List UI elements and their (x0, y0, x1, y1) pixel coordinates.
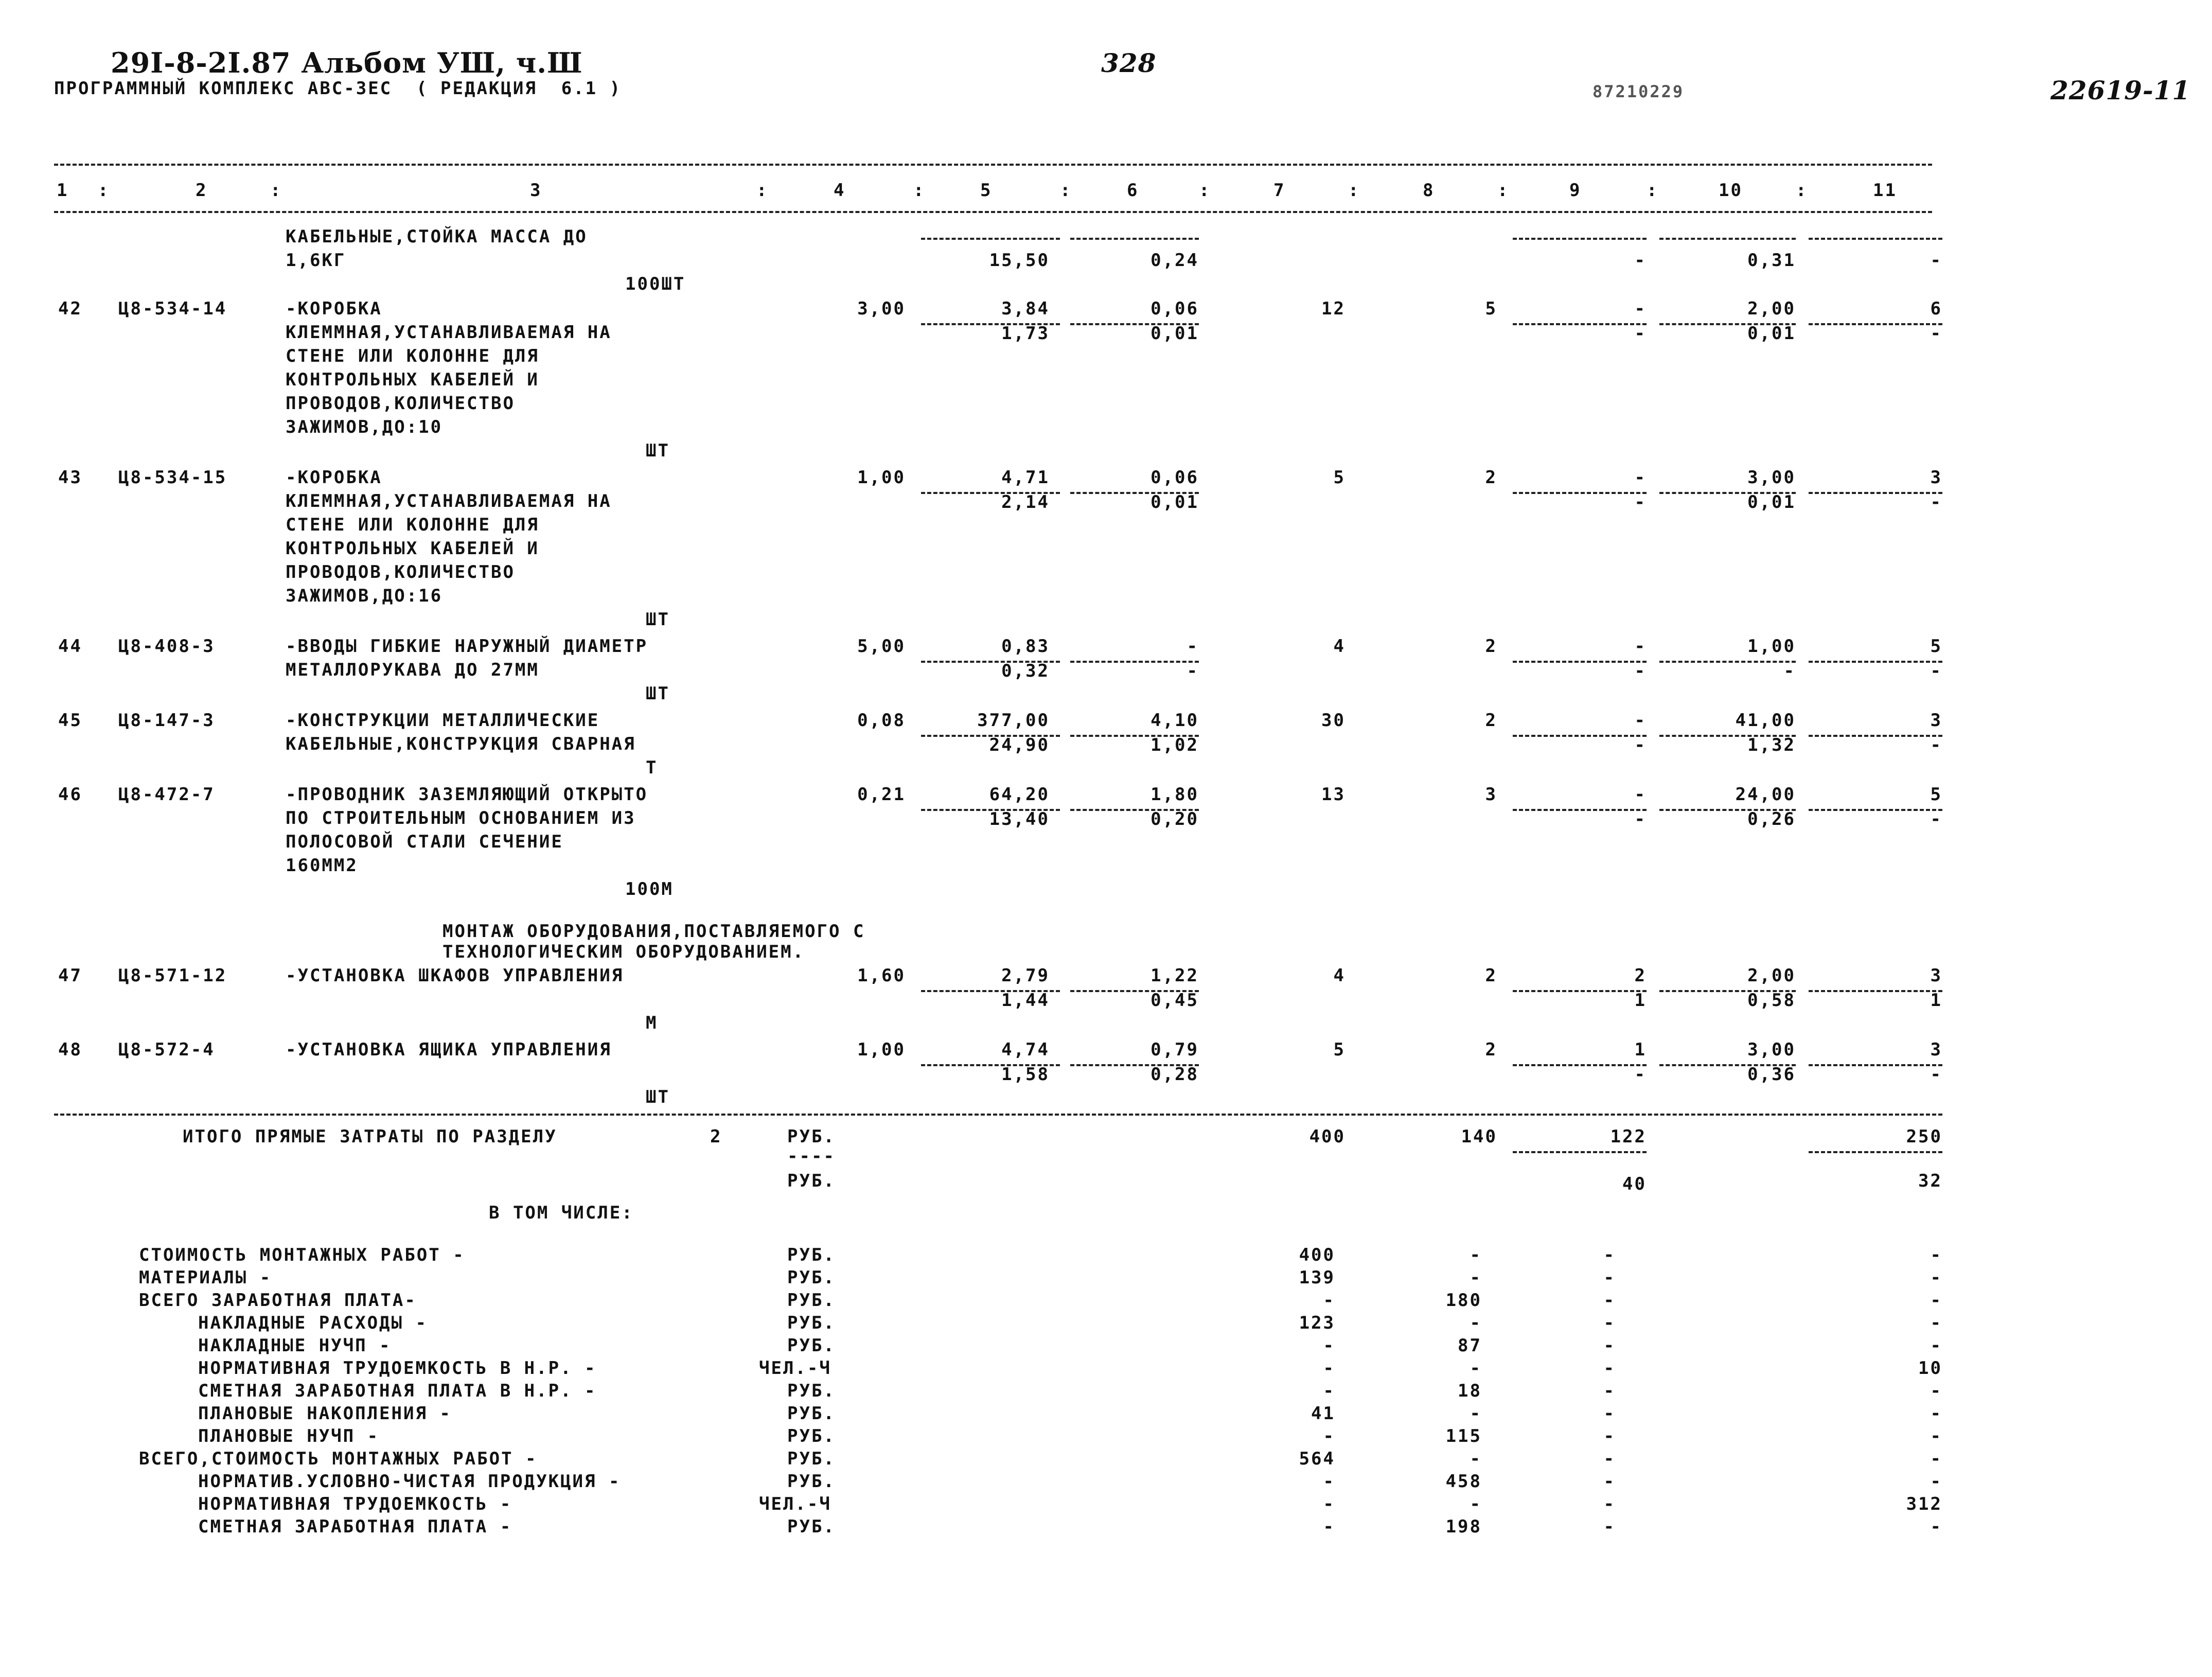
summary-label: НОРМАТИВНАЯ ТРУДОЕМКОСТЬ - (198, 1494, 512, 1514)
item-c6b: 0,45 (1151, 990, 1199, 1011)
summary-c8: - (1470, 1267, 1482, 1288)
item-number: 47 (58, 965, 82, 986)
totals-dash-c11 (1809, 1151, 1942, 1153)
item-desc-line: -КОРОБКА (286, 467, 382, 488)
item-c6: 0,06 (1151, 298, 1199, 319)
item-c4: 0,08 (857, 710, 906, 731)
item-c6b: 0,01 (1151, 323, 1199, 344)
item-desc-line: ПРОВОДОВ,КОЛИЧЕСТВО (286, 393, 515, 414)
item-c10b: 0,01 (1747, 492, 1796, 513)
item-c9b: 1 (1634, 990, 1647, 1011)
carryover-desc-line: 1,6КГ (286, 250, 346, 271)
column-header-1: 1 (57, 180, 69, 201)
summary-c7: - (1323, 1358, 1335, 1379)
summary-c9: - (1603, 1290, 1616, 1311)
item-code: Ц8-147-3 (118, 710, 215, 731)
item-c10: 41,00 (1735, 710, 1796, 731)
summary-c9: - (1603, 1516, 1616, 1537)
item-c9: 1 (1634, 1039, 1647, 1060)
item-c8: 2 (1485, 1039, 1497, 1060)
item-c5: 3,84 (1001, 298, 1050, 319)
summary-c11: - (1930, 1381, 1942, 1401)
totals-dash-unit: ---- (787, 1146, 836, 1167)
item-c5b: 13,40 (989, 809, 1050, 829)
item-c8: 2 (1485, 965, 1497, 986)
item-desc-line: ПО СТРОИТЕЛЬНЫМ ОСНОВАНИЕМ ИЗ (286, 808, 636, 828)
summary-c8: 458 (1445, 1471, 1482, 1492)
totals-section: 2 (710, 1126, 722, 1147)
summary-c7: 564 (1299, 1449, 1335, 1469)
stamp-number: 22619-11 (2050, 75, 2191, 105)
item-unit: ШТ (646, 683, 670, 704)
summary-c11: - (1930, 1403, 1942, 1424)
totals-c11: 250 (1906, 1126, 1942, 1147)
header-rule-top (54, 164, 1932, 166)
item-c7: 4 (1333, 965, 1346, 986)
carryover-c5b: 15,50 (989, 250, 1050, 271)
summary-c11: 10 (1918, 1358, 1942, 1379)
totals-c7: 400 (1309, 1126, 1346, 1147)
column-separator: : (1060, 180, 1072, 201)
summary-c11: - (1930, 1516, 1942, 1537)
item-c9b: - (1634, 1064, 1647, 1085)
summary-label: СТОИМОСТЬ МОНТАЖНЫХ РАБОТ - (139, 1245, 465, 1265)
carryover-desc-line: КАБЕЛЬНЫЕ,СТОЙКА МАССА ДО (286, 226, 588, 247)
column-header-9: 9 (1569, 180, 1582, 201)
totals-c8: 140 (1461, 1126, 1497, 1147)
item-c5: 4,74 (1001, 1039, 1050, 1060)
item-c10b: 1,32 (1747, 735, 1796, 755)
item-code: Ц8-534-14 (118, 298, 227, 319)
item-c11b: - (1930, 1064, 1942, 1085)
summary-unit: РУБ. (787, 1426, 836, 1446)
item-code: Ц8-571-12 (118, 965, 227, 986)
item-c10b: 0,01 (1747, 323, 1796, 344)
dash-c10 (1659, 238, 1796, 240)
carryover-c9b: - (1634, 250, 1647, 271)
summary-c9: - (1603, 1313, 1616, 1333)
item-c5b: 1,58 (1001, 1064, 1050, 1085)
item-c5: 64,20 (989, 784, 1050, 805)
item-code: Ц8-472-7 (118, 784, 215, 805)
column-separator: : (1199, 180, 1211, 201)
item-c10: 3,00 (1747, 1039, 1796, 1060)
item-desc-line: СТЕНЕ ИЛИ КОЛОННЕ ДЛЯ (286, 515, 539, 535)
item-c11: 3 (1930, 710, 1942, 731)
dash-c11 (1809, 238, 1942, 240)
summary-c7: - (1323, 1426, 1335, 1446)
summary-c8: - (1470, 1245, 1482, 1265)
item-c9: - (1634, 467, 1647, 488)
item-c5: 0,83 (1001, 636, 1050, 657)
dash-c6 (1070, 238, 1199, 240)
summary-unit: РУБ. (787, 1516, 836, 1537)
column-header-5: 5 (980, 180, 993, 201)
summary-c9: - (1603, 1403, 1616, 1424)
item-desc-line: -КОНСТРУКЦИИ МЕТАЛЛИЧЕСКИЕ (286, 710, 600, 731)
totals-c9b: 40 (1622, 1174, 1647, 1194)
item-c4: 1,00 (857, 467, 906, 488)
dash-c9 (1513, 238, 1647, 240)
summary-unit: РУБ. (787, 1290, 836, 1311)
item-c10: 2,00 (1747, 965, 1796, 986)
summary-c9: - (1603, 1267, 1616, 1288)
column-header-10: 10 (1719, 180, 1743, 201)
item-c4: 1,60 (857, 965, 906, 986)
item-number: 44 (58, 636, 82, 657)
summary-c8: - (1470, 1449, 1482, 1469)
item-c7: 30 (1321, 710, 1346, 731)
item-c5b: 24,90 (989, 735, 1050, 755)
item-desc-line: ЗАЖИМОВ,ДО:16 (286, 586, 443, 606)
summary-label: ВСЕГО ЗАРАБОТНАЯ ПЛАТА- (139, 1290, 417, 1311)
column-header-6: 6 (1127, 180, 1139, 201)
summary-unit: РУБ. (787, 1267, 836, 1288)
summary-label: СМЕТНАЯ ЗАРАБОТНАЯ ПЛАТА - (198, 1516, 512, 1537)
item-c5b: 1,73 (1001, 323, 1050, 344)
summary-c8: 180 (1445, 1290, 1482, 1311)
including-label: В ТОМ ЧИСЛЕ: (489, 1203, 634, 1223)
item-c9b: - (1634, 735, 1647, 755)
summary-c9: - (1603, 1426, 1616, 1446)
item-c11: 5 (1930, 636, 1942, 657)
summary-unit: ЧЕЛ.-Ч (759, 1494, 831, 1514)
summary-c11: - (1930, 1426, 1942, 1446)
item-c8: 3 (1485, 784, 1497, 805)
item-c7: 5 (1333, 467, 1346, 488)
item-c9: - (1634, 784, 1647, 805)
item-code: Ц8-572-4 (118, 1039, 215, 1060)
item-c6b: 0,01 (1151, 492, 1199, 513)
summary-unit: РУБ. (787, 1471, 836, 1492)
item-c11: 3 (1930, 965, 1942, 986)
item-c5: 2,79 (1001, 965, 1050, 986)
totals-c9: 122 (1610, 1126, 1647, 1147)
summary-c8: - (1470, 1403, 1482, 1424)
item-c11b: - (1930, 323, 1942, 344)
column-separator: : (913, 180, 926, 201)
item-desc-line: СТЕНЕ ИЛИ КОЛОННЕ ДЛЯ (286, 346, 539, 366)
summary-c11: - (1930, 1471, 1942, 1492)
item-number: 48 (58, 1039, 82, 1060)
column-header-11: 11 (1873, 180, 1897, 201)
item-c8: 2 (1485, 636, 1497, 657)
item-c6: - (1187, 636, 1199, 657)
item-desc-line: КАБЕЛЬНЫЕ,КОНСТРУКЦИЯ СВАРНАЯ (286, 734, 636, 754)
section-title-line: МОНТАЖ ОБОРУДОВАНИЯ,ПОСТАВЛЯЕМОГО С (443, 921, 865, 942)
item-c9: 2 (1634, 965, 1647, 986)
summary-c8: 198 (1445, 1516, 1482, 1537)
summary-c11: - (1930, 1267, 1942, 1288)
column-header-8: 8 (1423, 180, 1435, 201)
item-c11: 5 (1930, 784, 1942, 805)
item-c6: 1,22 (1151, 965, 1199, 986)
totals-unit2: РУБ. (787, 1171, 836, 1191)
summary-label: СМЕТНАЯ ЗАРАБОТНАЯ ПЛАТА В Н.Р. - (198, 1381, 597, 1401)
item-c10: 1,00 (1747, 636, 1796, 657)
summary-c9: - (1603, 1358, 1616, 1379)
item-c5: 377,00 (977, 710, 1050, 731)
summary-c11: - (1930, 1245, 1942, 1265)
item-c8: 2 (1485, 710, 1497, 731)
summary-c11: 312 (1906, 1494, 1942, 1514)
item-unit: 100М (625, 879, 674, 899)
item-c6: 1,80 (1151, 784, 1199, 805)
summary-c7: - (1323, 1290, 1335, 1311)
summary-label: НОРМАТИВНАЯ ТРУДОЕМКОСТЬ В Н.Р. - (198, 1358, 597, 1379)
item-c11: 3 (1930, 1039, 1942, 1060)
item-number: 43 (58, 467, 82, 488)
item-desc-line: ПРОВОДОВ,КОЛИЧЕСТВО (286, 562, 515, 582)
summary-c7: 123 (1299, 1313, 1335, 1333)
summary-unit: ЧЕЛ.-Ч (759, 1358, 831, 1379)
summary-label: ВСЕГО,СТОИМОСТЬ МОНТАЖНЫХ РАБОТ - (139, 1449, 538, 1469)
item-c11b: - (1930, 492, 1942, 513)
summary-c8: 115 (1445, 1426, 1482, 1446)
item-desc-line: МЕТАЛЛОРУКАВА ДО 27ММ (286, 660, 539, 680)
summary-unit: РУБ. (787, 1335, 836, 1356)
item-c6b: 1,02 (1151, 735, 1199, 755)
summary-c9: - (1603, 1471, 1616, 1492)
item-c9b: - (1634, 809, 1647, 829)
carryover-c10b: 0,31 (1747, 250, 1796, 271)
column-separator: : (270, 180, 282, 201)
item-number: 45 (58, 710, 82, 731)
item-c4: 5,00 (857, 636, 906, 657)
item-c11b: 1 (1930, 990, 1942, 1011)
item-c4: 1,00 (857, 1039, 906, 1060)
column-header-7: 7 (1273, 180, 1286, 201)
item-desc-line: КОНТРОЛЬНЫХ КАБЕЛЕЙ И (286, 369, 539, 390)
item-c5b: 2,14 (1001, 492, 1050, 513)
item-c11: 3 (1930, 467, 1942, 488)
summary-label: ПЛАНОВЫЕ НУЧП - (198, 1426, 380, 1446)
summary-c7: - (1323, 1471, 1335, 1492)
item-c9b: - (1634, 323, 1647, 344)
item-code: Ц8-534-15 (118, 467, 227, 488)
page-number: 328 (1101, 48, 1157, 78)
summary-unit: РУБ. (787, 1449, 836, 1469)
summary-c11: - (1930, 1313, 1942, 1333)
totals-rule (54, 1114, 1942, 1116)
item-c6: 0,06 (1151, 467, 1199, 488)
summary-label: НАКЛАДНЫЕ НУЧП - (198, 1335, 392, 1356)
item-c5: 4,71 (1001, 467, 1050, 488)
item-c10b: 0,58 (1747, 990, 1796, 1011)
summary-label: ПЛАНОВЫЕ НАКОПЛЕНИЯ - (198, 1403, 452, 1424)
summary-c9: - (1603, 1381, 1616, 1401)
column-separator: : (98, 180, 110, 201)
summary-label: НАКЛАДНЫЕ РАСХОДЫ - (198, 1313, 428, 1333)
summary-c8: 87 (1458, 1335, 1482, 1356)
item-c11: 6 (1930, 298, 1942, 319)
item-c11b: - (1930, 735, 1942, 755)
summary-c7: - (1323, 1494, 1335, 1514)
item-c9: - (1634, 636, 1647, 657)
carryover-c11b: - (1930, 250, 1942, 271)
totals-unit: РУБ. (787, 1126, 836, 1147)
item-unit: ШТ (646, 1087, 670, 1107)
summary-unit: РУБ. (787, 1245, 836, 1265)
summary-c8: 18 (1458, 1381, 1482, 1401)
column-header-4: 4 (834, 180, 846, 201)
program-line: ПРОГРАММНЫЙ КОМПЛЕКС АВС-ЗЕС ( РЕДАКЦИЯ 6.1 ) (54, 78, 622, 99)
item-unit: М (646, 1013, 658, 1033)
summary-c7: - (1323, 1516, 1335, 1537)
summary-c7: 139 (1299, 1267, 1335, 1288)
carryover-c6b: 0,24 (1151, 250, 1199, 271)
summary-c8: - (1470, 1358, 1482, 1379)
item-number: 46 (58, 784, 82, 805)
summary-c9: - (1603, 1245, 1616, 1265)
column-separator: : (1647, 180, 1659, 201)
item-c10b: 0,36 (1747, 1064, 1796, 1085)
summary-unit: РУБ. (787, 1381, 836, 1401)
item-c5b: 0,32 (1001, 661, 1050, 681)
totals-dash-c9 (1513, 1151, 1647, 1153)
summary-c9: - (1603, 1494, 1616, 1514)
item-desc-line: КЛЕММНАЯ,УСТАНАВЛИВАЕМАЯ НА (286, 322, 612, 343)
carryover-unit: 100ШТ (625, 274, 686, 294)
column-separator: : (756, 180, 769, 201)
item-c10b: - (1783, 661, 1796, 681)
item-c10: 3,00 (1747, 467, 1796, 488)
summary-c7: 41 (1311, 1403, 1335, 1424)
item-c9b: - (1634, 661, 1647, 681)
item-c8: 5 (1485, 298, 1497, 319)
summary-c7: - (1323, 1381, 1335, 1401)
item-unit: ШТ (646, 609, 670, 630)
item-c5b: 1,44 (1001, 990, 1050, 1011)
item-c7: 4 (1333, 636, 1346, 657)
item-c4: 0,21 (857, 784, 906, 805)
summary-unit: РУБ. (787, 1403, 836, 1424)
item-c6b: 0,28 (1151, 1064, 1199, 1085)
summary-unit: РУБ. (787, 1313, 836, 1333)
item-unit: Т (646, 757, 658, 778)
album-title: 29I-8-2I.87 Альбом УШ, ч.Ш (111, 46, 583, 79)
column-header-3: 3 (530, 180, 542, 201)
item-code: Ц8-408-3 (118, 636, 215, 657)
item-desc-line: ЗАЖИМОВ,ДО:10 (286, 417, 443, 437)
item-desc-line: КЛЕММНАЯ,УСТАНАВЛИВАЕМАЯ НА (286, 491, 612, 511)
item-c6b: 0,20 (1151, 809, 1199, 829)
summary-c8: - (1470, 1313, 1482, 1333)
item-number: 42 (58, 298, 82, 319)
summary-label: МАТЕРИАЛЫ - (139, 1267, 272, 1288)
column-separator: : (1796, 180, 1808, 201)
summary-c7: 400 (1299, 1245, 1335, 1265)
summary-c9: - (1603, 1449, 1616, 1469)
item-desc-line: 160ММ2 (286, 855, 358, 876)
summary-c11: - (1930, 1290, 1942, 1311)
item-c10: 2,00 (1747, 298, 1796, 319)
item-desc-line: -ВВОДЫ ГИБКИЕ НАРУЖНЫЙ ДИАМЕТР (286, 636, 648, 657)
totals-c11b: 32 (1918, 1171, 1942, 1191)
item-c7: 5 (1333, 1039, 1346, 1060)
item-c6b: - (1187, 661, 1199, 681)
summary-c11: - (1930, 1335, 1942, 1356)
item-c9: - (1634, 710, 1647, 731)
summary-c11: - (1930, 1449, 1942, 1469)
section-title-line: ТЕХНОЛОГИЧЕСКИМ ОБОРУДОВАНИЕМ. (443, 942, 805, 962)
item-c6: 0,79 (1151, 1039, 1199, 1060)
summary-label: НОРМАТИВ.УСЛОВНО-ЧИСТАЯ ПРОДУКЦИЯ - (198, 1471, 621, 1492)
totals-label: ИТОГО ПРЯМЫЕ ЗАТРАТЫ ПО РАЗДЕЛУ (183, 1126, 557, 1147)
item-c9b: - (1634, 492, 1647, 513)
item-desc-line: ПОЛОСОВОЙ СТАЛИ СЕЧЕНИЕ (286, 832, 563, 852)
dash-c5 (921, 238, 1060, 240)
item-c11b: - (1930, 661, 1942, 681)
column-separator: : (1348, 180, 1360, 201)
item-c6: 4,10 (1151, 710, 1199, 731)
item-desc-line: КОНТРОЛЬНЫХ КАБЕЛЕЙ И (286, 538, 539, 559)
item-c11b: - (1930, 809, 1942, 829)
item-desc-line: -УСТАНОВКА ЯЩИКА УПРАВЛЕНИЯ (286, 1039, 612, 1060)
item-c7: 13 (1321, 784, 1346, 805)
item-c9: - (1634, 298, 1647, 319)
item-c4: 3,00 (857, 298, 906, 319)
column-header-2: 2 (196, 180, 208, 201)
summary-c7: - (1323, 1335, 1335, 1356)
item-desc-line: -УСТАНОВКА ШКАФОВ УПРАВЛЕНИЯ (286, 965, 624, 986)
item-c10: 24,00 (1735, 784, 1796, 805)
doc-code: 87210229 (1592, 82, 1685, 101)
item-unit: ШТ (646, 440, 670, 461)
summary-c8: - (1470, 1494, 1482, 1514)
item-c8: 2 (1485, 467, 1497, 488)
item-c10b: 0,26 (1747, 809, 1796, 829)
item-c7: 12 (1321, 298, 1346, 319)
summary-c9: - (1603, 1335, 1616, 1356)
column-separator: : (1497, 180, 1510, 201)
item-desc-line: -КОРОБКА (286, 298, 382, 319)
header-rule-bottom (54, 211, 1932, 213)
item-desc-line: -ПРОВОДНИК ЗАЗЕМЛЯЮЩИЙ ОТКРЫТО (286, 784, 648, 805)
